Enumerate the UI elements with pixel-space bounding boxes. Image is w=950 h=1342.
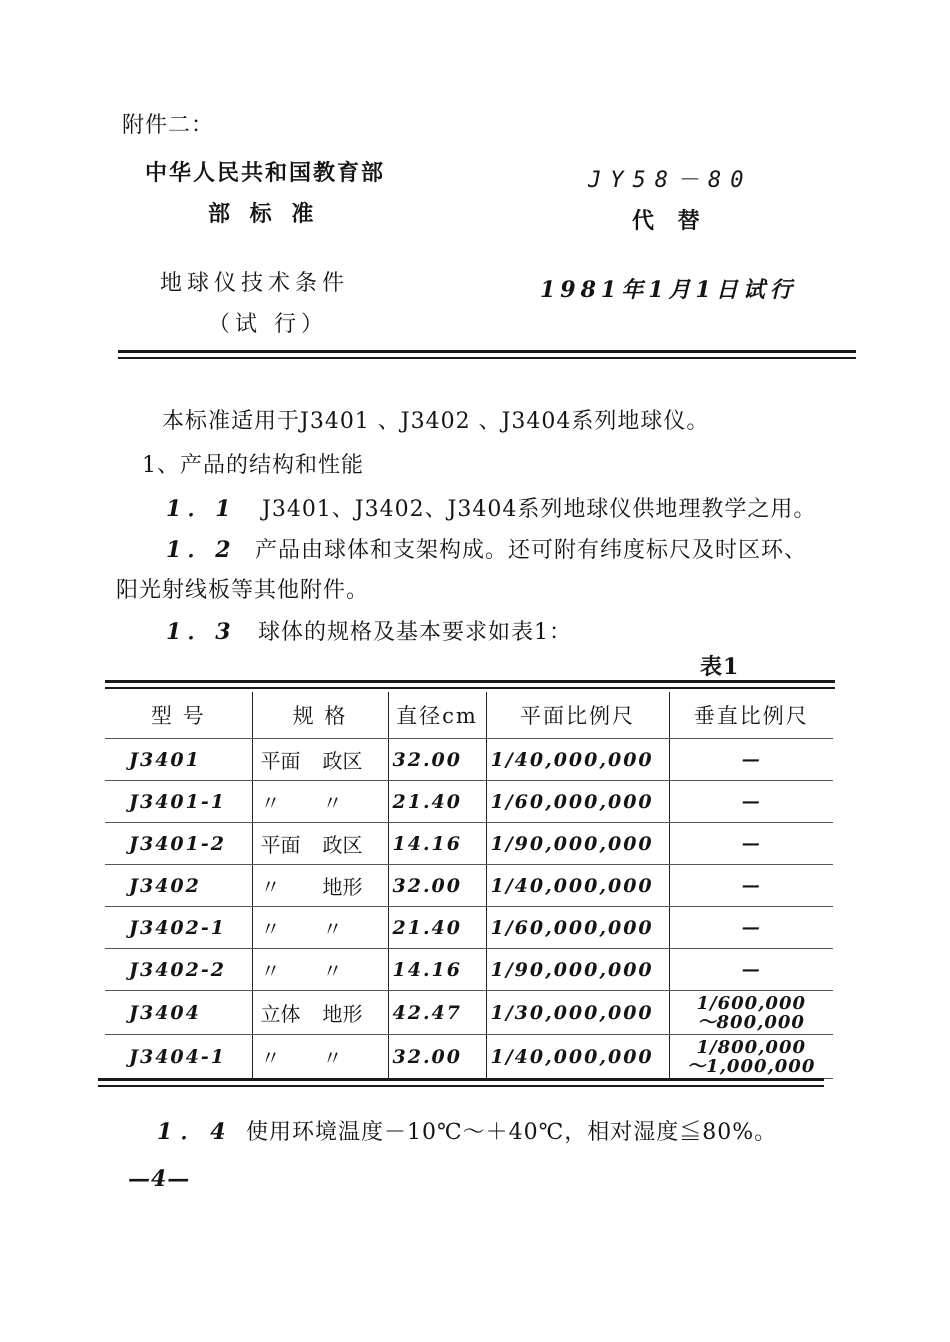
vertical-scale-cell [669,823,833,865]
diameter-cell: 32.00 [388,1035,486,1079]
model-cell: J3404-1 [105,1035,252,1079]
vertical-scale-line: ～800,000 [697,1011,805,1033]
spec-cell [252,823,388,865]
horizontal-scale-cell: 1/90,000,000 [486,823,669,865]
spec-form: 平面 [260,749,301,773]
vertical-scale-line: — [741,791,761,812]
spec-form: 〃 [260,875,281,899]
spec-map-type: 〃 [322,1046,343,1070]
header-rule-bottom [118,357,856,359]
section-1-heading: 1、产品的结构和性能 [142,453,364,478]
table-caption: 表1 [700,654,740,680]
horizontal-scale-cell: 1/40,000,000 [486,865,669,907]
header-diameter: 直径cm [388,692,486,739]
vertical-scale-line: 1/800,000 [696,1036,806,1058]
diameter-cell: 21.40 [388,781,486,823]
vertical-scale-cell [669,1035,833,1079]
vertical-scale-cell [669,739,833,781]
spec-form: 〃 [260,1046,281,1070]
diameter-cell: 32.00 [388,865,486,907]
spec-cell [252,949,388,991]
document-title: 地球仪技术条件 [160,271,350,296]
vertical-scale-cell [669,907,833,949]
horizontal-scale-cell: 1/40,000,000 [486,739,669,781]
spec-cell [252,1035,388,1079]
diameter-cell: 14.16 [388,823,486,865]
header-vertical-scale: 垂直比例尺 [669,692,833,739]
spec-form: 〃 [260,959,281,983]
section-1-2-number: 1．2 [166,537,237,563]
vertical-scale-line: — [741,917,761,938]
header-horizontal-scale: 平面比例尺 [486,692,669,739]
spec-map-type: 政区 [322,749,363,773]
spec-map-type: 〃 [322,791,343,815]
spec-map-type: 政区 [322,833,363,857]
model-cell: J3402 [105,865,252,907]
model-cell: J3401 [105,739,252,781]
spec-cell [252,739,388,781]
section-1-3-text: 球体的规格及基本要求如表1： [258,620,572,645]
vertical-scale-line: ～1,000,000 [687,1055,816,1077]
header-model: 型 号 [105,692,252,739]
title-note: （试 行） [208,312,328,337]
issuer: 中华人民共和国教育部 [145,160,386,186]
header-spec: 规 格 [252,692,388,739]
table-row [105,865,833,907]
diameter-cell: 14.16 [388,949,486,991]
spec-map-type: 地形 [322,1002,363,1026]
section-1-2-continuation: 阳光射线板等其他附件。 [116,578,370,603]
horizontal-scale-cell: 1/60,000,000 [486,781,669,823]
header-rule-top [118,350,856,353]
vertical-scale-cell [669,949,833,991]
specification-table [105,692,833,1079]
table-row [105,907,833,949]
spec-cell [252,865,388,907]
page-number: —4— [128,1166,191,1192]
table-row [105,739,833,781]
table-bottom-rule-inner [98,1085,824,1087]
spec-form: 立体 [260,1002,301,1026]
diameter-cell: 42.47 [388,991,486,1035]
spec-cell [252,907,388,949]
table-row [105,1035,833,1079]
horizontal-scale-cell: 1/90,000,000 [486,949,669,991]
section-1-4-text: 使用环境温度－10℃～＋40℃，相对湿度≦80%。 [246,1120,778,1145]
horizontal-scale-cell: 1/60,000,000 [486,907,669,949]
table-row [105,949,833,991]
spec-map-type: 〃 [322,959,343,983]
spec-map-type: 〃 [322,917,343,941]
table-row [105,781,833,823]
spec-form: 〃 [260,791,281,815]
horizontal-scale-cell: 1/30,000,000 [486,991,669,1035]
intro-paragraph: 本标准适用于J3401 、J3402 、J3404系列地球仪。 [162,409,710,434]
table-bottom-rule [98,1078,824,1081]
model-cell: J3401-1 [105,781,252,823]
standard-kind: 部 标 准 [208,201,320,227]
vertical-scale-line: — [741,749,761,770]
section-1-4-number: 1．4 [157,1119,234,1145]
replaces-label: 代 替 [632,208,708,234]
diameter-cell: 32.00 [388,739,486,781]
vertical-scale-line: 1/600,000 [696,992,806,1014]
spec-cell [252,991,388,1035]
standard-code: JY58－80 [588,168,753,193]
section-1-1-number: 1．1 [166,496,237,522]
model-cell: J3404 [105,991,252,1035]
table-row [105,823,833,865]
spec-form: 平面 [260,833,301,857]
vertical-scale-cell [669,991,833,1035]
table-top-rule [105,680,835,683]
vertical-scale-line: — [741,959,761,980]
table-row [105,991,833,1035]
spec-map-type: 地形 [322,875,363,899]
vertical-scale-cell [669,781,833,823]
table-header-row [105,692,833,739]
model-cell: J3401-2 [105,823,252,865]
section-1-1-text: J3401、J3402、J3404系列地球仪供地理教学之用。 [262,497,817,522]
section-1-3-number: 1．3 [166,619,237,645]
horizontal-scale-cell: 1/40,000,000 [486,1035,669,1079]
vertical-scale-line: — [741,833,761,854]
section-1-2-text: 产品由球体和支架构成。还可附有纬度标尺及时区环、 [255,538,808,563]
vertical-scale-cell [669,865,833,907]
spec-cell [252,781,388,823]
annex-label: 附件二： [122,113,215,138]
vertical-scale-line: — [741,875,761,896]
model-cell: J3402-2 [105,949,252,991]
diameter-cell: 21.40 [388,907,486,949]
effective-date: 1981年1月1日试行 [540,277,797,303]
table-top-rule-inner [105,687,835,689]
model-cell: J3402-1 [105,907,252,949]
spec-form: 〃 [260,917,281,941]
